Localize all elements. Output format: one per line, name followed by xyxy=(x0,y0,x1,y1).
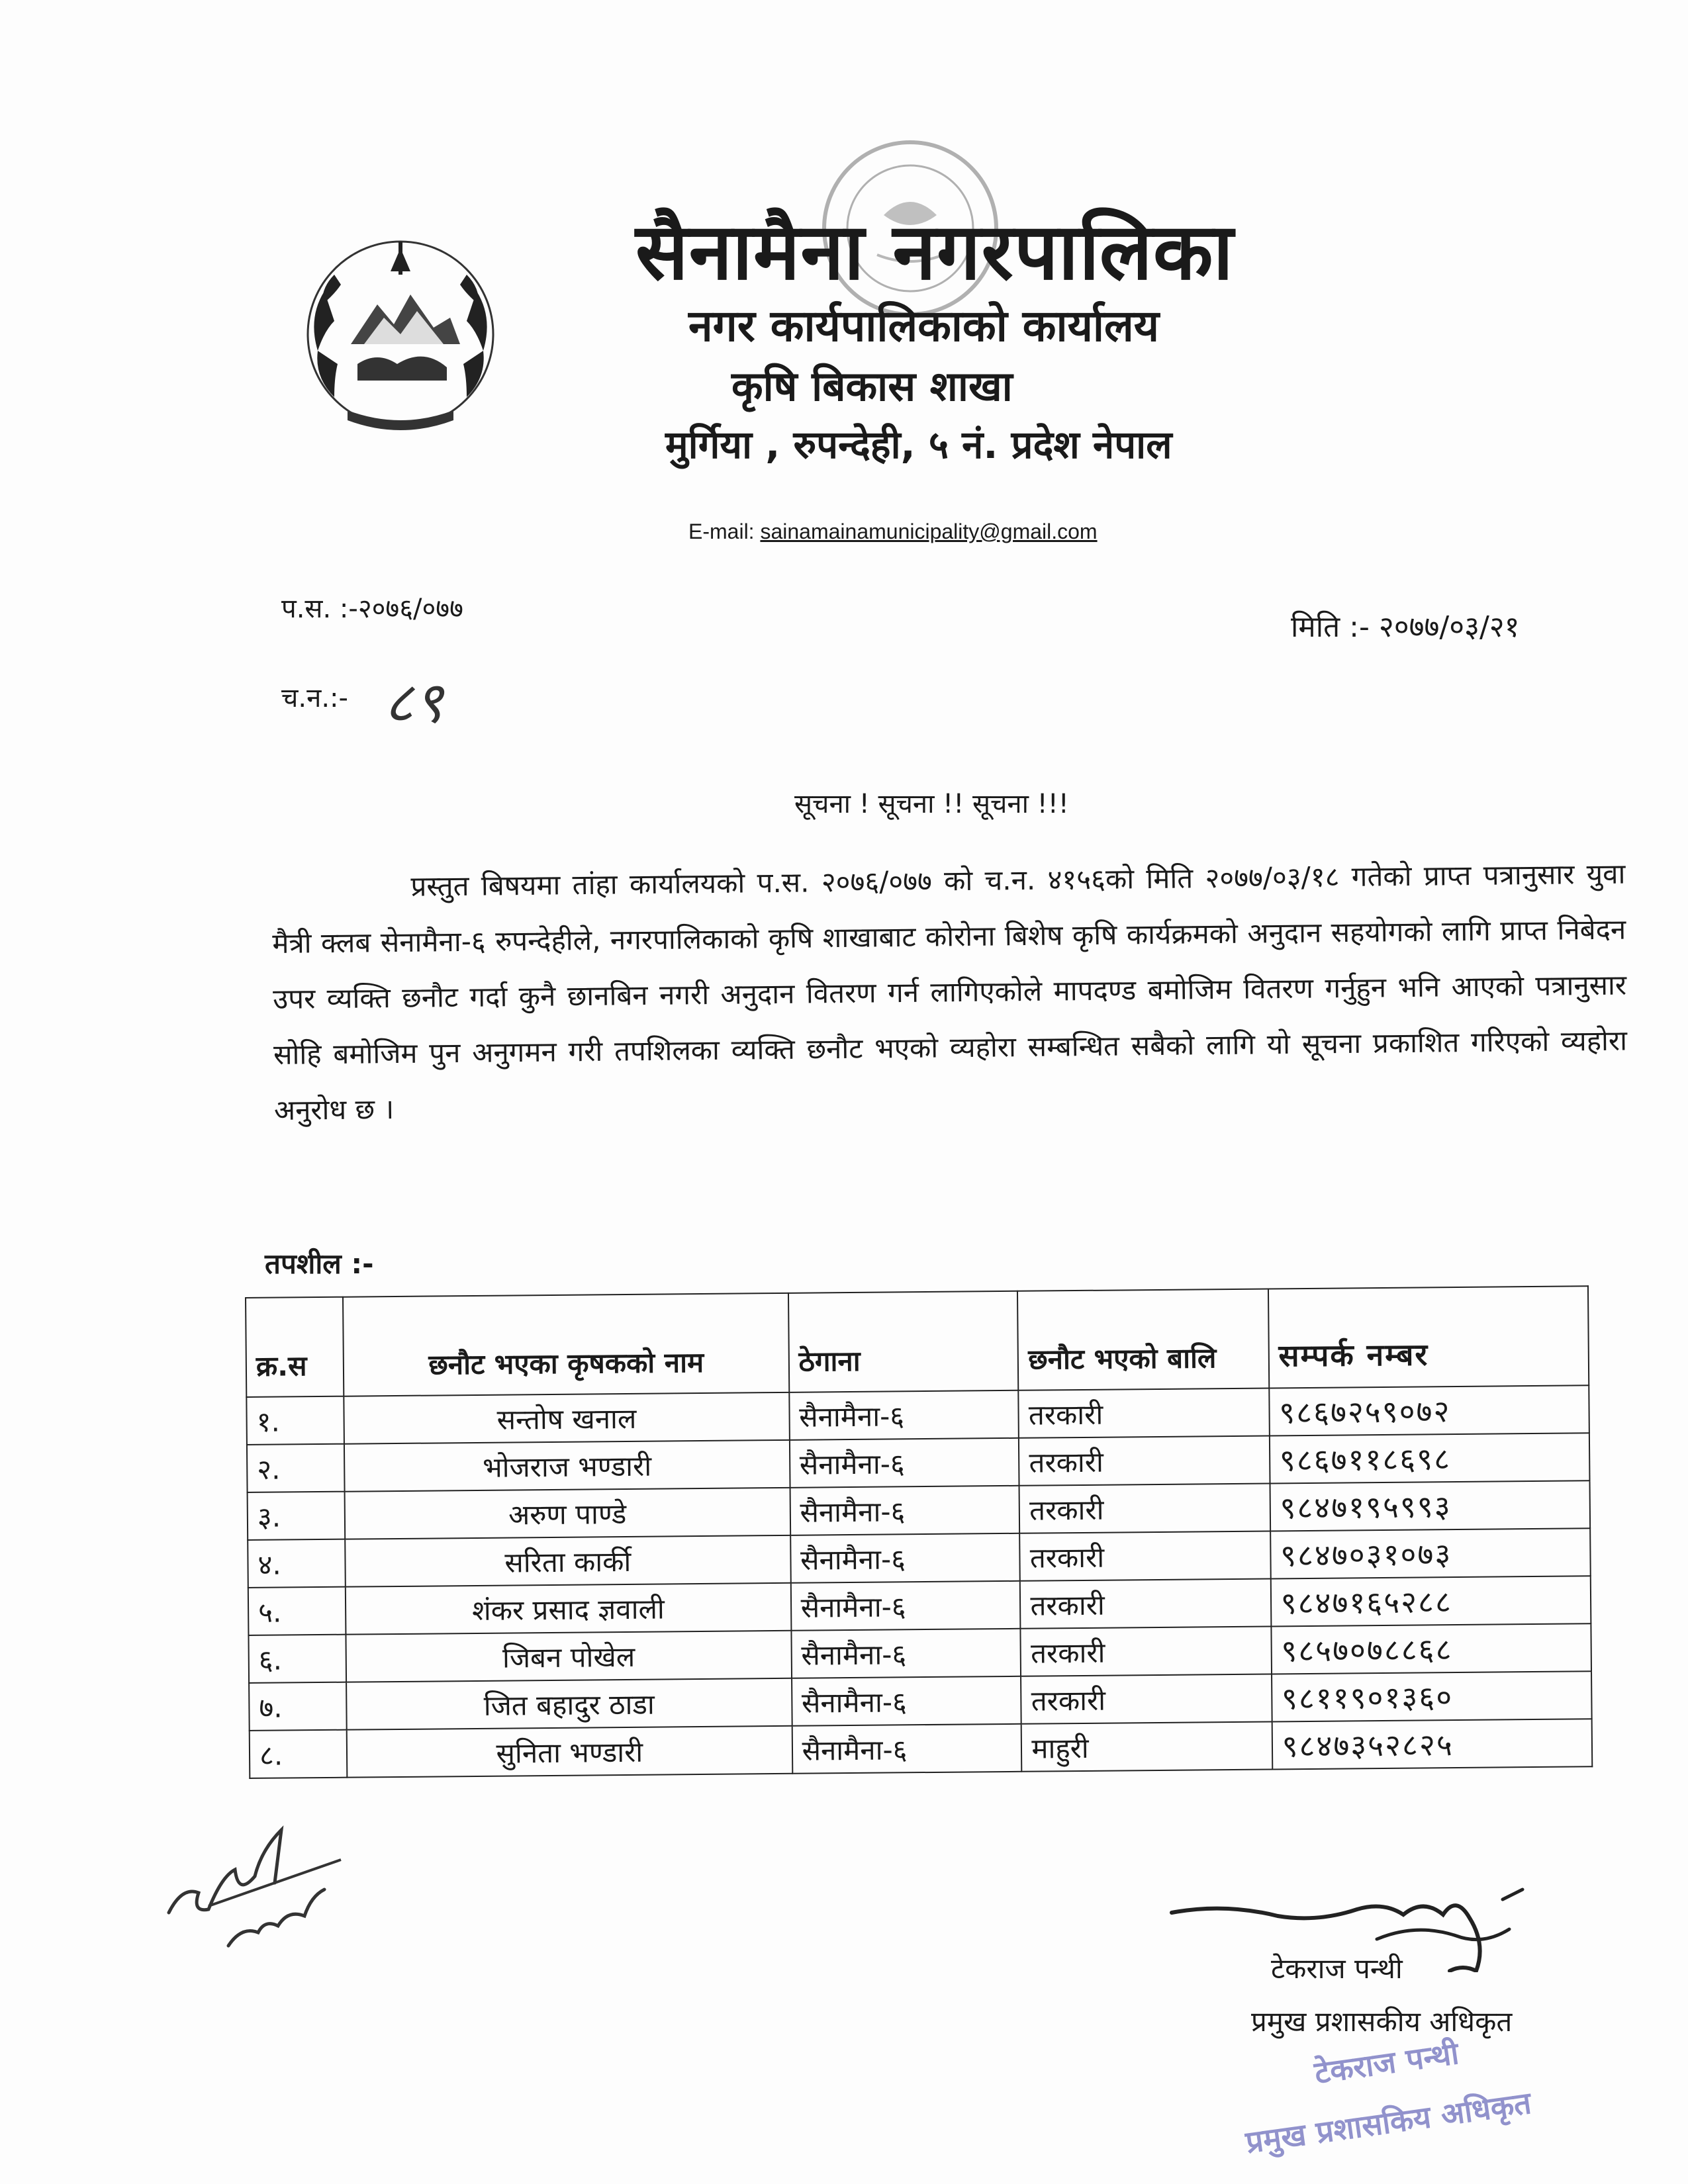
cell-address: सैनामैना-६ xyxy=(790,1533,1020,1583)
signatory-title: प्रमुख प्रशासकीय अधिकृत xyxy=(1251,2005,1513,2038)
email-link[interactable]: sainamainamunicipality@gmail.com xyxy=(760,520,1098,543)
cell-name: सरिता कार्की xyxy=(345,1535,790,1587)
cell-address: सैनामैना-६ xyxy=(789,1390,1019,1440)
cell-crop: तरकारी xyxy=(1019,1484,1270,1533)
signatory-name: टेकराज पन्थी xyxy=(1271,1952,1403,1985)
table-header-row xyxy=(246,1286,1589,1397)
header-phone: सम्पर्क नम्बर xyxy=(1268,1286,1589,1388)
dispatch-number-handwritten: ८९ xyxy=(384,670,444,736)
farmers-table xyxy=(245,1285,1593,1779)
municipality-title: सैनामैना नगरपालिका xyxy=(635,206,1235,297)
cell-address: सैनामैना-६ xyxy=(790,1486,1019,1535)
farmers-table-container xyxy=(245,1285,1593,1779)
cell-name: शंकर प्रसाद ज्ञवाली xyxy=(346,1583,791,1635)
cell-name: जित बहादुर ठाडा xyxy=(346,1678,792,1730)
header-crop: छनौट भएको बालि xyxy=(1017,1289,1269,1390)
reference-number: प.स. :-२०७६/०७७ xyxy=(281,594,463,624)
cell-sn: ६. xyxy=(248,1635,346,1683)
cell-name: सुनिता भण्डारी xyxy=(347,1726,792,1778)
nepal-emblem-icon xyxy=(285,212,516,450)
stamp-title: प्रमुख प्रशासकिय अधिकृत xyxy=(1243,2085,1534,2160)
cell-sn: ८. xyxy=(250,1730,348,1778)
cell-phone: ९८६७११८६९८ xyxy=(1269,1433,1589,1483)
notice-body xyxy=(271,846,1628,1138)
cell-phone: ९८४७०३१०७३ xyxy=(1270,1528,1591,1578)
office-name: नगर कार्यपालिकाको कार्यालय xyxy=(688,300,1159,351)
header-sn: क्र.स xyxy=(246,1297,344,1397)
cell-phone: ९८४७१६५२८८ xyxy=(1270,1576,1591,1626)
cell-phone: ९८६७२५९०७२ xyxy=(1269,1385,1589,1435)
office-address: मुर्गिया , रुपन्देही, ५ नं. प्रदेश नेपाल xyxy=(665,422,1172,467)
cell-sn: २. xyxy=(247,1444,345,1492)
cell-sn: ५. xyxy=(248,1587,346,1635)
cell-name: अरुण पाण्डे xyxy=(345,1488,790,1539)
email-label: E-mail: xyxy=(688,520,761,543)
cell-phone: ९८११९०१३६० xyxy=(1272,1671,1592,1721)
details-label: तपशील :- xyxy=(265,1248,374,1280)
cell-name: भोजराज भण्डारी xyxy=(344,1440,790,1492)
email-line xyxy=(688,520,1098,544)
cell-address: सैनामैना-६ xyxy=(792,1724,1021,1774)
branch-name: कृषि बिकास शाखा xyxy=(731,362,1013,410)
dispatch-label: च.न.:- xyxy=(281,683,348,713)
cell-sn: ३. xyxy=(248,1492,346,1540)
cell-address: सैनामैना-६ xyxy=(789,1438,1019,1488)
cell-crop: तरकारी xyxy=(1021,1674,1272,1723)
cell-address: सैनामैना-६ xyxy=(791,1629,1021,1678)
header-address: ठेगाना xyxy=(788,1291,1019,1392)
cell-phone: ९८५७०७८८६८ xyxy=(1271,1623,1591,1674)
cell-sn: ४. xyxy=(248,1539,346,1588)
header-name: छनौट भएका कृषकको नाम xyxy=(343,1293,789,1396)
cell-name: सन्तोष खनाल xyxy=(344,1392,789,1444)
handwritten-note-icon xyxy=(156,1807,374,1972)
cell-crop: माहुरी xyxy=(1021,1721,1272,1771)
cell-crop: तरकारी xyxy=(1019,1388,1270,1438)
cell-phone: ९८४७३५२८२५ xyxy=(1272,1719,1592,1769)
cell-address: सैनामैना-६ xyxy=(792,1676,1021,1726)
cell-address: सैनामैना-६ xyxy=(790,1581,1020,1631)
cell-sn: १. xyxy=(246,1396,344,1445)
cell-phone: ९८४७१९५९९३ xyxy=(1270,1480,1590,1531)
cell-sn: ७. xyxy=(249,1682,347,1731)
cell-name: जिबन पोखेल xyxy=(346,1631,792,1682)
cell-crop: तरकारी xyxy=(1019,1436,1270,1486)
cell-crop: तरकारी xyxy=(1020,1578,1271,1628)
stamp-name: टेकराज पन्थी xyxy=(1312,2035,1461,2091)
cell-crop: तरकारी xyxy=(1021,1626,1272,1676)
notice-paragraph: प्रस्तुत बिषयमा तांहा कार्यालयको प.स. २०७६/०७७ को च.न. ४१५६को मिति २०७७/०३/१८ गतेको प्राप्त पत्रानुसार युवा मैत्री क्लब सेनामैना-६ रुपन्देहीले, नगरपालिकाको कृषि शाखाबाट कोरोना बिशेष कृषि कार्यक्रमको अनुदान सहयोगको लागि प्राप्त निबेदन उपर व्यक्ति छनौट गर्दा कुनै छानबिन नगरी अनुदान वितरण गर्न लागिएकोले मापदण्ड बमोजिम वितरण गर्नुहुन भनि आएको पत्रानुसार सोहि बमोजिम पुन अनुगमन गरी तपशिलका व्यक्ति छनौट भएको व्यहोरा सम्बन्धित सबैको लागि यो सूचना प्रकाशित गरिएको व्यहोरा अनुरोध छ । xyxy=(272,857,1628,1126)
cell-crop: तरकारी xyxy=(1019,1531,1270,1580)
letter-date: मिति :- २०७७/०३/२१ xyxy=(1291,610,1520,644)
notice-heading: सूचना ! सूचना !! सूचना !!! xyxy=(794,789,1069,819)
